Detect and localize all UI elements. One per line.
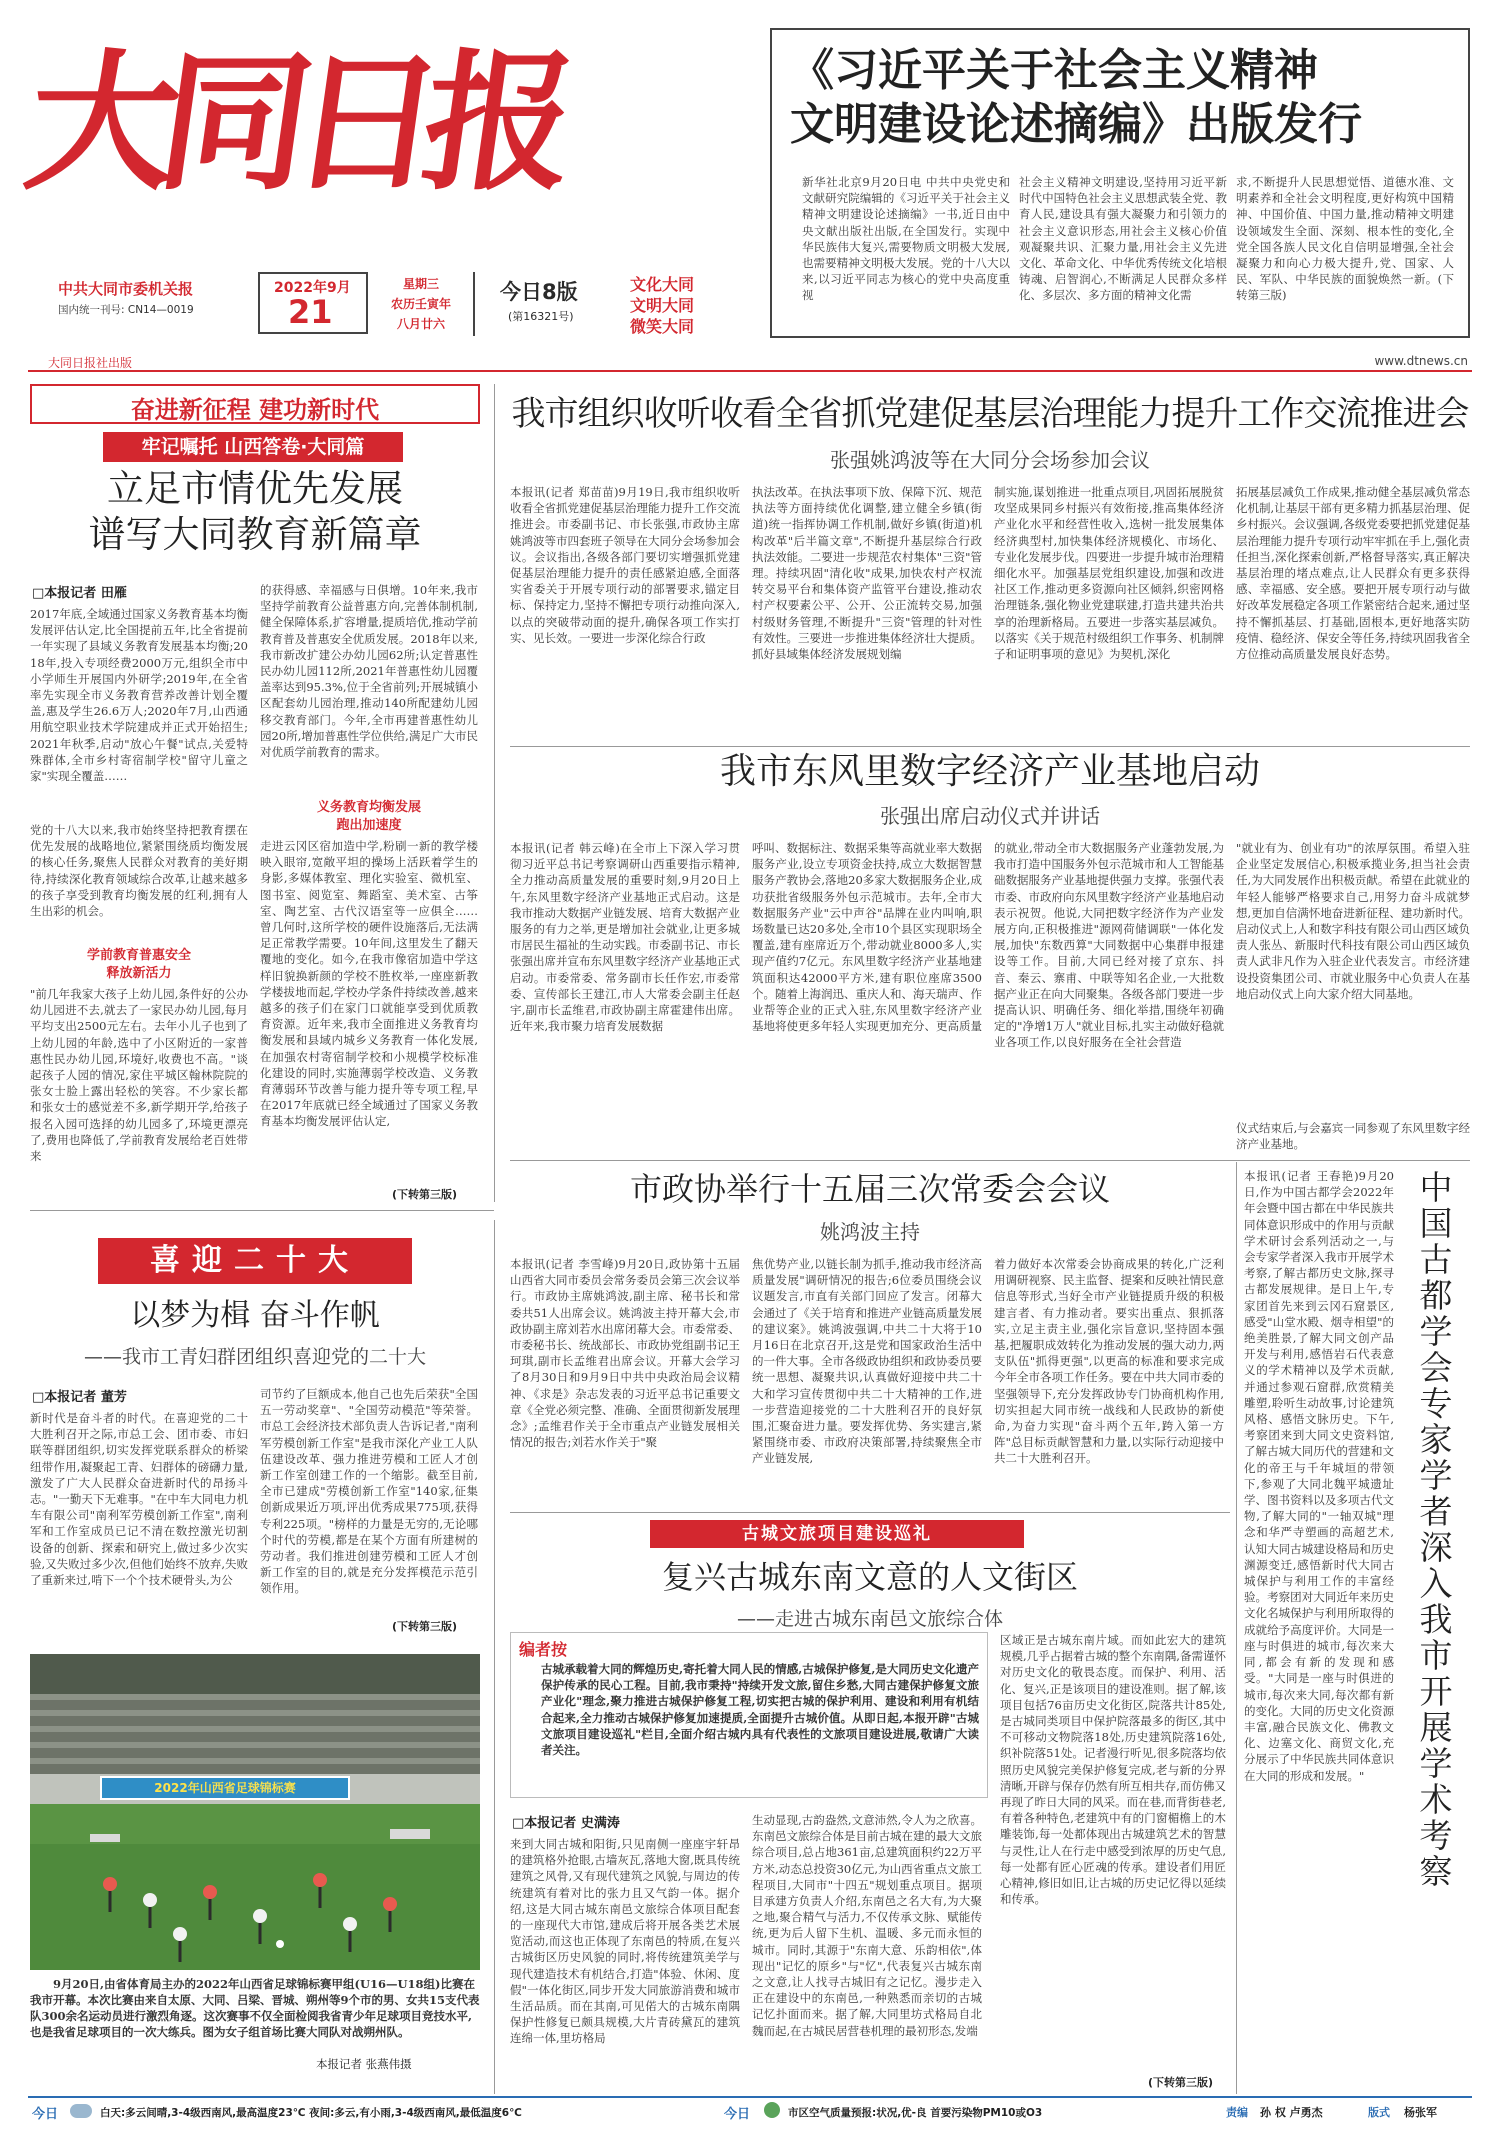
cppcc-article-subtitle: 姚鸿波主持	[820, 1220, 920, 1244]
footer-air-quality: 市区空气质量预报:状况,优-良 首要污染物PM10或O3	[788, 2107, 1043, 2119]
education-title-2: 谱写大同教育新篇章	[88, 513, 422, 556]
digital-article-col-4b: 仪式结束后,与会嘉宾一同参观了东风里数字经济产业基地。	[1236, 1121, 1470, 1152]
digital-article-col-3: 的就业,带动全市大数据服务产业蓬勃发展,为我市打造中国服务外包示范城市和人工智能基础数据服务产业基地提供强力支撑。张强代表市委、市政府向东风里数字经济产业基地启动表示祝贺。他说,大同把数字经济作为产业发展方向,正积极推进"源网荷储调联"一体化发展,加快"东数西算"大同数据中心集群申报建设等工作。目前,大同已经对接了京东、抖音、秦云、寨甫、中联等知名企业,一大批数据产业正在向大同聚集。各级各部门要进一步提高认识、明确任务、细化举措,围绕年初确定的"净增1万人"就业目标,扎实主动做好稳就业各项工作,以良好服务在全社会营造	[994, 841, 1224, 1050]
main-article-col-4: 拓展基层减负工作成果,推动健全基层减负常态化机制,让基层干部有更多精力抓基层治理、促乡村振兴。会议强调,各级党委要把抓党建促基层治理能力提升专项行动牢牢抓在手上,强化责任担当,深化探索创新,严格督导落实,真正解决基层治理的堵点难点,让人民群众有更多获得感、幸福感、安全感。要把开展专项行动与做好改革发展稳定各项工作紧密结合起来,通过坚持不懈抓基层、打基础,固根本,更好地落实防疫情、稳经济、保安全等任务,持续巩固我省全方位推动高质量发展良好态势。	[1236, 485, 1470, 662]
footer-bar	[28, 2096, 1472, 2122]
date-year-month: 2022年9月	[274, 280, 351, 296]
digital-article-col-1: 本报讯(记者 韩云峰)在全市上下深入学习贯彻习近平总书记考察调研山西重要指示精神,全力推动高质量发展的重要时刻,9月20日上午,东风里数字经济产业基地正式启动。这是我市推动大数据产业链发展、培育大数据产业服务的有力之举,更是增加社会就业,让更多城市居民生福祉的生动实践。市委副书记、市长张强出席并宣布东风里数字经济产业基地正式启动。市委常委、常务副市长任作宏,市委常委、宣传部长王建江,市人大常委会副主任赵宇,副市长孟维君,市政协副主席霍建伟出席。近年来,我市聚力培育发展数据	[510, 841, 740, 1034]
cppcc-article-title: 市政协举行十五届三次常委会会议	[629, 1170, 1110, 1208]
education-col2-b: 走进云冈区宿加造中学,粉刷一新的教学楼映入眼帘,宽敞平坦的操场上活跃着学生的身影,多媒体教室、理化实验室、微机室、图书室、阅览室、舞蹈室、美术室、古筝室、陶艺室、古代汉语室等一应俱全……曾几何时,这所学校的硬件设施落后,无法满足正常教学需要。10年间,这里发生了翻天覆地的变化。如今,在我市像宿加造中学这样旧貌换新颜的学校不胜枚举,一座座新教学楼拔地而起,学校办学条件持续改善,越来越多的孩子们在家门口就能享受到优质教育资源。近年来,我市全面推进义务教育均衡发展和县域内城乡义务教育一体化发展,在加强农村寄宿制学校和小规模学校标准化建设的同时,实施薄弱学校改造、义务教育薄弱环节改善与能力提升等专项工程,早在2017年底就已经全域通过了国家义务教育基本均衡发展评估认定,	[260, 839, 478, 1129]
slogan-1: 文化大同	[630, 275, 695, 294]
masthead-issn: 国内统一刊号: CN14—0019	[58, 304, 194, 316]
culture-article-subtitle: ——走进古城东南邑文旅综合体	[736, 1608, 1003, 1630]
culture-article-col-2: 生动显现,古韵盎然,文意沛然,令人为之欣喜。东南邑文旅综合体是目前古城在建的最大文旅综合项目,总占地361亩,总建筑面积约22万平方米,动态总投资30亿元,为山西省重点文旅工程项目,大同市"十四五"规划重点项目。据项目承建方负责人介绍,东南邑之名大有,为大聚之地,聚合精气与活力,不仅传承文脉、赋能传统,更为后人留下生机、温暖、多元而永恒的城市。同时,其源于"东南大意、乐韵相依",体现出"记忆的原乡"与"忆",代表复兴古城东南之文意,让人找寻古城旧有之记忆。漫步走入正在建设中的东南邑,一种熟悉而亲切的古城记忆扑面而来。据了解,大同里坊式格局自北魏而起,在古城民居营巷机理的最初形态,发端	[752, 1813, 982, 2038]
top-story-col-3: 求,不断提升人民思想觉悟、道德水准、文明素养和全社会文明程度,更好构筑中国精神、中国价值、中国力量,推动精神文明建设领域发生全面、深刻、根本性的变化,全党全国各族人民文化自信明显增强,全社会凝聚力和向心力极大提升,党、国家、人民、军队、中华民族的面貌焕然一新。(下转第三版)	[1236, 175, 1454, 303]
culture-article-title: 复兴古城东南文意的人文街区	[661, 1558, 1078, 1596]
cppcc-article-col-1: 本报讯(记者 李雪峰)9月20日,政协第十五届山西省大同市委员会常务委员会第三次会议举行。市政协主席姚鸿波,副主席、秘书长和常委共51人出席会议。姚鸿波主持开幕大会,市政协副主席刘若水出席闭幕大会。市委常委、市委秘书长、统战部长、市政协党组副书记王珂琪,副市长孟维君出席会议。开幕大会学习了8月30日和9月9日中共中央政治局会议精神、《求是》杂志发表的习近平总书记重要文章《全党必须完整、准确、全面贯彻新发展理念》;孟维君作关于全市重点产业链发展相关情况的报告;刘若水作关于"聚	[510, 1257, 740, 1450]
twenty-article-subtitle: ——我市工青妇群团组织喜迎党的二十大	[83, 1346, 426, 1368]
date-weekday-block	[382, 274, 460, 334]
education-subhead-2b: 跑出加速度	[336, 818, 402, 833]
date-day: 21	[288, 293, 333, 331]
sidebar-article-vertical-title: 中国古都学会专家学者深入我市开展学术考察	[1419, 1168, 1453, 1891]
culture-article-col-1: 来到大同古城和阳街,只见南侧一座座宇轩昂的建筑格外抢眼,古墙灰瓦,落地大窗,既具传统建筑之风骨,又有现代建筑之风貌,与周边的传统建筑有着对比的张力且又气韵一体。据介绍,这是大同古城东南邑文旅综合体项目配套的一座现代大市馆,建成后将开展各类艺术展览活动,而这也正体现了东南邑的特质,在复兴古城街区历史风貌的同时,将传统建筑美学与现代建造技术有机结合,打造"体验、休闲、度假"一体化街区,同步开发大同旅游消费和城市生活品质。而在其南,可见偌大的古城东南隅保护性修复已颇具规模,大片青砖黛瓦的建筑连绵一体,里坊格局	[510, 1837, 740, 2046]
culture-continued: (下转第三版)	[1148, 2076, 1214, 2089]
culture-article-col-3: 区域正是古城东南片域。而如此宏大的建筑规模,几乎占据着古城的整个东南隅,备需谨怀对历史文化的敬畏态度。而保护、利用、活化、复兴,正是该项目的建设准则。据了解,该项目包括76亩历史文化街区,院落共计85处,是古城同类项目中保护院落最多的街区,其中不可移动文物院落18处,历史建筑院落16处,织补院落51处。记者漫行听见,很多院落均依照历史风貌完美保护修复完成,老与新的分界清晰,开辟与保存仍然有所互相共存,而仿佛又再现了昨日大同的风采。而在巷,而背街巷老,有着各种特色,老建筑中有的门窗楣檐上的木雕装饰,每一处都体现出古城建筑艺术的智慧与灵性,让人在行走中感受到浓厚的历史气息,每一处都有匠心匠魂的传承。建设者们用匠心精神,修旧如旧,让古城的历史记忆得以延续和传承。	[1000, 1633, 1226, 1907]
football-photo-image	[30, 1654, 480, 1970]
cppcc-article-col-2: 焦优势产业,以链长制为抓手,推动我市经济高质量发展"调研情况的报告;6位委员围绕会议议题发言,市直有关部门回应了发言。闭幕大会通过了《关于培育和推进产业链高质量发展的建议案》。姚鸿波强调,中共二十大将于10月16日在北京召开,这是党和国家政治生活中的一件大事。全市各级政协组织和政协委员要统一思想、凝聚共识,认真做好迎接中共二十大和学习宣传贯彻中共二十大精神的工作,进一步营造迎接党的二十大胜利召开的良好氛围,汇聚奋进力量。要发挥优势、务实建言,紧紧围绕市委、市政府决策部署,持续聚焦全市产业链发展,	[752, 1257, 982, 1466]
newspaper-logo: 大同日报	[16, 35, 570, 211]
top-story-col-2: 社会主义精神文明建设,坚持用习近平新时代中国特色社会主义思想武装全党、教育人民,建设具有强大凝聚力和引领力的社会主义意识形态,用社会主义核心价值观凝聚共识、汇聚力量,用社会主义先进文化、革命文化、中华优秀传统文化培根铸魂、启智润心,不断满足人民群众多样化、多层次、多方面的精神文化需	[1019, 175, 1227, 303]
footer-editor: 孙 权 卢勇杰	[1260, 2106, 1323, 2119]
education-continued: (下转第三版)	[392, 1188, 458, 1201]
footer-editor-label: 责编	[1226, 2106, 1248, 2119]
publisher: 大同日报社出版	[48, 356, 133, 370]
footer-layout-label: 版式	[1368, 2106, 1390, 2119]
section-banner: 奋进新征程 建功新时代	[130, 396, 380, 424]
issue-number: (第16321号)	[508, 310, 574, 323]
digital-article-subtitle: 张强出席启动仪式并讲话	[880, 804, 1100, 828]
education-col2-a: 的获得感、幸福感与日俱增。10年来,我市坚持学前教育公益普惠方向,完善体制机制,健全保障体系,扩容增量,提质培优,推动学前教育普及普惠安全优质发展。2018年以来,我市新改扩建公办幼儿园62所;认定普惠性民办幼儿园112所,2021年普惠性幼儿园覆盖率达到95.3%,位于全省前列;开展城镇小区配套幼儿园治理,推动140所配建幼儿园移交教育部门。今年,全市再建普惠性幼儿园20所,增加普惠性学位供给,满足广大市民对优质学前教育的需求。	[260, 583, 478, 760]
twenty-article-title: 以梦为楫 奋斗作帆	[130, 1298, 380, 1333]
footer-today-label-2: 今日	[724, 2107, 751, 2122]
date-box	[258, 272, 368, 334]
main-article-col-2: 执法改革。在执法事项下放、保障下沉、规范执法等方面持续优化调整,建立健全乡镇(街道)统一指挥协调工作机制,做好乡镇(街道)机构改革"后半篇文章",不断提升基层综合行政执法效能。二要进一步规范农村集体"三资"管理。持续巩固"清化收"成果,加快农村产权流转交易平台和集体资产监管平台建设,推动农村产权要素公平、公开、公正流转交易,加强村级财务管理,不断提升"三资"管理的针对性有效性。三要进一步推进集体经济壮大提质。抓好县域集体经济发展规划编	[752, 485, 982, 662]
education-col1-a: 2017年底,全域通过国家义务教育基本均衡发展评估认定,比全国提前五年,比全省提前一年实现了县域义务教育发展基本均衡;2018年,投入专项经费2000万元,组织全市中小学师生开展国内外研学;2019年,在全省率先实现全市义务教育营养改善计划全覆盖,惠及学生26.6万人;2020年7月,山西通用航空职业技术学院建成并正式开始招生;2021年秋季,启动"放心午餐"试点,关爱特殊群体,全市乡村寄宿制学校"留守儿童之家"实现全覆盖……	[30, 607, 248, 784]
lunar-year: 农历壬寅年	[390, 297, 451, 311]
twenty-article-col-1: 新时代是奋斗者的时代。在喜迎党的二十大胜利召开之际,市总工会、团市委、市妇联等群团组织,切实发挥党联系群众的桥梁纽带作用,凝聚起工青、妇群体的磅礴力量,激发了广大人民群众奋进新时代的昂扬斗志。"一勤天下无难事。"在中车大同电力机车有限公司"南利军劳模创新工作室",南利军和工作室成员已记不清在数控激光切割设备的创新、探索和研究上,做过多少次实验,又失败过多少次,但他们始终不放弃,失败了重新来过,啃下一个个技术硬骨头,为公	[30, 1411, 248, 1588]
editor-note-label: 编者按	[519, 1640, 568, 1659]
education-col1-c: "前几年我家大孩子上幼儿园,条件好的公办幼儿园进不去,就去了一家民办幼儿园,每月平均支出2500元左右。去年小儿子也到了上幼儿园的年龄,选中了小区附近的一家普惠性民办幼儿园,环境好,收费也不高。"谈起孩子人园的情况,家住平城区翰林院院的张女士脸上露出轻松的笑容。不少家长都和张女士的感觉差不多,新学期开学,给孩子报名入园可选择的幼儿园多了,环境更漂亮了,费用也降低了,学前教育发展给老百姓带来	[30, 987, 248, 1164]
culture-banner: 古城文旅项目建设巡礼	[650, 1520, 1024, 1548]
twenty-continued: (下转第三版)	[392, 1620, 458, 1633]
slogan-2: 文明大同	[630, 296, 695, 315]
editor-note-box	[510, 1632, 988, 1798]
education-subhead-2a: 义务教育均衡发展	[316, 800, 421, 815]
digital-article-col-4: "就业有为、创业有功"的浓厚氛围。希望入驻企业坚定发展信心,积极承揽业务,担当社会责任,为大同发展作出积极贡献。希望在此就业的年轻人能够严格要求自己,用努力奋斗成就梦想,更加自信满怀地奋进新征程、建功新时代。启动仪式上,人和数字科技有限公司山西区域负责人张丛、新服时代科技有限公司山西区域负责人武非凡作为入驻企业代表发言。市经济建设投资集团公司、市就业服务中心负责人在基地启动仪式上向大家介绍大同基地。	[1236, 841, 1470, 1001]
lunar-date: 八月廿六	[396, 317, 445, 331]
main-article-subtitle: 张强姚鸿波等在大同分会场参加会议	[830, 448, 1150, 472]
twenty-byline: □ 本报记者 董芳	[32, 1386, 127, 1405]
slogan-3: 微笑大同	[630, 317, 695, 336]
education-title-1: 立足市情优先发展	[107, 467, 403, 510]
education-col1-b: 党的十八大以来,我市始终坚持把教育摆在优先发展的战略地位,紧紧围绕质均衡发展的核心任务,聚焦人民群众对教育的美好期待,持续深化教育领域综合改革,让越来越多的孩子享受到教育均衡发展的红利,拥有人生出彩的机会。	[30, 823, 248, 919]
top-story-col-1: 新华社北京9月20日电 中共中央党史和文献研究院编辑的《习近平关于社会主义精神文明建设论述摘编》一书,近日由中央文献出版社出版,在全国发行。实现中华民族伟大复兴,需要物质文明极大发展,也需要精神文明极大发展。党的十八大以来,以习近平同志为核心的党中央高度重视	[802, 175, 1010, 303]
stadium-banner	[100, 1776, 350, 1800]
top-story-box	[770, 28, 1470, 338]
education-subhead-1b: 释放新活力	[106, 966, 172, 981]
twenty-article-col-2: 司节约了巨额成本,他自己也先后荣获"全国五一劳动奖章"、"全国劳动模范"等荣誉。市总工会经济技术部负责人告诉记者,"南利军劳模创新工作室"是我市深化产业工人队伍建设改革、强力推进劳模和工匠人才创新工作室创建工作的一个缩影。截至目前,全市已建成"劳模创新工作室"140家,征集创新成果近万项,评出优秀成果775项,获得专利225项。"榜样的力量是无穷的,无论哪个时代的劳模,都是在某个方面有所建树的劳动者。我们推进创建劳模和工匠人才创新工作室的目的,就是充分发挥模范示范引领作用。	[260, 1387, 478, 1596]
main-article-col-3: 制实施,谋划推进一批重点项目,巩固拓展脱贫攻坚成果同乡村振兴有效衔接,推高集体经济产业化水平和经营性收入,选树一批发展集体经济典型村,加快集体经济规模化、市场化、专业化发展步伐。四要进一步提升城市治理精细化水平。加强基层党组织建设,加强和改进社区工作,推动更多资源向社区倾斜,织密网格治理链条,强化物业党建联建,打造共建共治共享的治理新格局。五要进一步落实基层减负。以落实《关于规范村级组织工作事务、机制牌子和证明事项的意见》为契机,深化	[994, 485, 1224, 662]
footer-layout: 杨张军	[1404, 2106, 1437, 2119]
main-article-title: 我市组织收听收看全省抓党建促基层治理能力提升工作交流推进会	[511, 394, 1469, 434]
top-story-title-2: 文明建设论述摘编》出版发行	[790, 99, 1362, 150]
section-sub-banner: 牢记嘱托 山西答卷·大同篇	[103, 432, 403, 462]
footer-weather: 白天:多云间晴,3-4级西南风,最高温度23℃ 夜间:多云,有小雨,3-4级西南风,最低温度6℃	[100, 2107, 522, 2119]
weekday: 星期三	[402, 277, 439, 291]
education-subhead-1a: 学前教育普惠安全	[86, 948, 191, 963]
website-link[interactable]: www.dtnews.cn	[1374, 354, 1468, 368]
top-story-title-1: 《习近平关于社会主义精神	[790, 45, 1318, 96]
page-count: 今日8版	[500, 280, 578, 304]
digital-article-title: 我市东风里数字经济产业基地启动	[719, 751, 1260, 792]
education-byline: □ 本报记者 田雁	[32, 582, 127, 601]
publisher-bar	[28, 352, 1472, 372]
stadium-banner-text: 2022年山西省足球锦标赛	[154, 1781, 296, 1795]
twenty-banner: 喜迎二十大	[98, 1238, 412, 1284]
photo-caption: 9月20日,由省体育局主办的2022年山西省足球锦标赛甲组(U16—U18组)比赛在我市开幕。本次比赛由来自太原、大同、吕梁、晋城、朔州等9个市的男、女共15支代表队300余名运动员进行激烈角逐。这次赛事不仅全面检阅我省青少年足球项目竞技水平,也是我省足球项目的一次大练兵。图为女子组首场比赛大同队对战朔州队。	[30, 1977, 480, 2039]
photo-credit: 本报记者 张燕伟摄	[316, 2057, 412, 2071]
digital-article-col-2: 呼叫、数据标注、数据采集等高就业率大数据服务产业,设立专项资金扶持,成立大数据智慧服务产教协会,落地20多家大数据服务企业,成功获批省级服务外包示范城市。去年,全市大数据服务产业"云中声谷"品牌在业内叫响,职场数量已达20多处,全市10个县区实现职场全覆盖,建有座席近万个,带动就业8000多人,实现产值约7亿元。东风里数字经济产业基地建筑面积达42000平方米,建有职位座席3500个。随着上海润迅、重庆人和、海天瑞声、作业帮等企业的正式入驻,东风里数字经济产业基地将使更多年轻人实现更加充分、更高质量	[752, 841, 982, 1034]
footer-today-label: 今日	[32, 2107, 59, 2122]
football-photo	[30, 1654, 480, 1970]
weather-cloud-icon	[70, 2104, 92, 2118]
editor-note-text: 古城承载着大同的辉煌历史,寄托着大同人民的情感,古城保护修复,是大同历史文化遗产保护传承的民心工程。目前,我市秉持"持续开发文旅,留住乡愁,大同古建保护修复文旅产业化"理念,聚力推进古城保护修复工程,切实把古城的保护利用、建设和利用有机结合起来,全力推动古城保护修复加速提质,全面提升古城价值。从即日起,本报开辟"古城文旅项目建设巡礼"栏目,全面介绍古城内具有代表性的文旅项目建设进展,敬请广大读者关注。	[541, 1662, 979, 1758]
section-banner-box	[30, 384, 480, 424]
slogans	[630, 274, 694, 337]
air-quality-icon	[764, 2102, 780, 2118]
cppcc-article-col-3: 着力做好本次常委会协商成果的转化,广泛利用调研视察、民主监督、提案和反映社情民意信息等形式,当好全市产业链提质升级的积极建言者、有力推动者。要实出重点、狠抓落实,立足主责主业,强化宗旨意识,坚持固本强基,把履职成效转化为推动发展的强大动力,两支队伍"抓得更强",以更高的标准和要求完成今年全市各项工作任务。要在中共大同市委的坚强领导下,充分发挥政协专门协商机构作用,切实担起大同市统一战线和人民政协的新使命,为奋力实现"奋斗两个五年,跨入第一方阵"总目标贡献智慧和力量,以实际行动迎接中共二十大胜利召开。	[994, 1257, 1224, 1466]
masthead-org: 中共大同市委机关报	[58, 280, 194, 298]
main-article-col-1: 本报讯(记者 郑苗苗)9月19日,我市组织收听收看全省抓党建促基层治理能力提升工作交流推进会。市委副书记、市长张强,市政协主席姚鸿波等市四套班子领导在大同分会场参加会议。会议指出,各级各部门要切实增强抓党建促基层治理能力提升的责任感紧迫感,全面落实省委关于开展专项行动的部署要求,锚定目标、保持定力,坚持不懈把专项行动推向深入,以点的突破带动面的提升,确保各项工作实打实、见长效。一要进一步深化综合行政	[510, 485, 740, 645]
sidebar-article-text: 本报讯(记者 王春艳)9月20日,作为中国古都学会2022年年会暨中国古都在中华民族共同体意识形成中的作用与贡献学术研讨会系列活动之一,与会专家学者深入我市开展学术考察,了解古都历史文脉,探寻古都发展规律。是日上午,专家团首先来到云冈石窟景区,感受"山堂水殿、烟寺相望"的绝美胜景,了解大同文创产品开发与利用,感悟岩石代表意义的学术精神以及学术贡献,并通过参观石窟群,欣赏精美雕塑,聆听生动故事,讨论建筑风格、感悟文脉历史。下午,考察团来到大同文史资料馆,了解古城大同历代的营建和文化的帝王与千年城垣的带领下,参观了大同北魏平城遗址学、图书资料以及多项古代文物,了解大同的"一轴双城"理念和华严寺塑画的高超艺术,认知大同古城建设格局和历史渊源变迁,感悟新时代大同古城保护与利用工作的丰富经验。考察团对大同近年来历史文化名城保护与利用所取得的成就给予高度评价。大同是一座与时俱进的城市,每次来大同,都会有新的发现和感受。"大同是一座与时俱进的城市,每次来大同,每次都有新的变化。大同的历史文化资源丰富,融合民族文化、佛教文化、边塞文化、商贸文化,充分展示了中华民族共同体意识在大同的形成和发展。"	[1244, 1169, 1394, 1783]
culture-byline: □ 本报记者 史满涛	[512, 1812, 620, 1831]
